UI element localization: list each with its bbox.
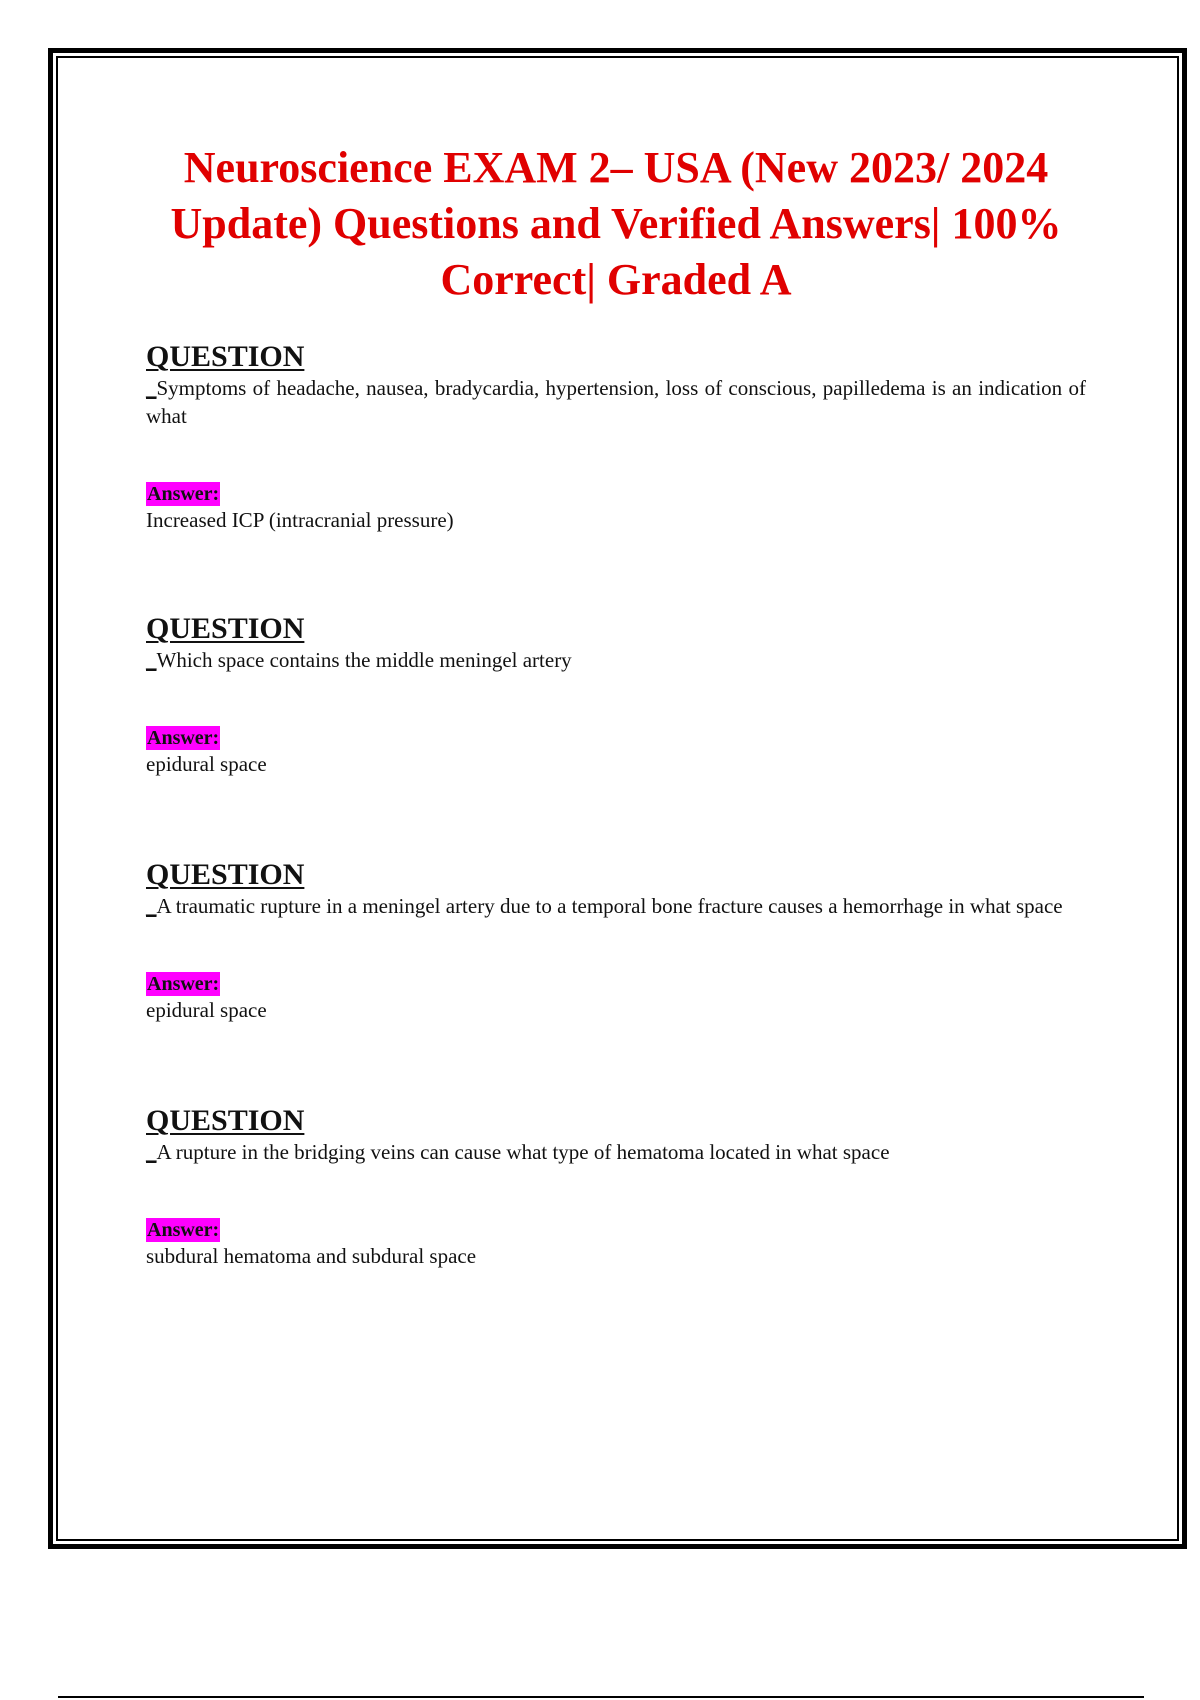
- question-heading: QUESTION: [146, 340, 305, 373]
- document-title: Neuroscience EXAM 2– USA (New 2023/ 2024 Update) Questions and Verified Answers| 100% Correct| Graded A: [170, 143, 1062, 304]
- qa-item: [146, 340, 1086, 534]
- answer-label: Answer:: [147, 973, 220, 995]
- answer-text: subdural hematoma and subdural space: [146, 1244, 477, 1268]
- answer-label: Answer:: [147, 727, 220, 749]
- question-body: Symptoms of headache, nausea, bradycardia, hypertension, loss of conscious, papilledema is an indication of what: [146, 376, 1086, 428]
- question-text: [146, 1138, 1086, 1166]
- answer-label: Answer:: [147, 483, 220, 505]
- question-heading: QUESTION: [146, 858, 305, 891]
- footer-rule: [58, 1696, 1144, 1698]
- question-body: A rupture in the bridging veins can cause what type of hematoma located in what space: [156, 1140, 890, 1164]
- question-lead-mark: _: [146, 894, 157, 918]
- question-heading: QUESTION: [146, 612, 305, 645]
- document-body: [146, 140, 1086, 1270]
- question-lead-mark: _: [146, 648, 157, 672]
- answer-text: epidural space: [146, 998, 267, 1022]
- answer-text: epidural space: [146, 752, 267, 776]
- question-heading: QUESTION: [146, 1104, 305, 1137]
- question-lead-mark: _: [146, 376, 157, 400]
- question-text: [146, 646, 1086, 674]
- question-lead-mark: _: [146, 1140, 157, 1164]
- question-body: Which space contains the middle meningel artery: [156, 648, 572, 672]
- answer-label: Answer:: [147, 1219, 220, 1241]
- qa-item: [146, 858, 1086, 1024]
- qa-item: [146, 1104, 1086, 1270]
- question-text: [146, 374, 1086, 430]
- answer-text: Increased ICP (intracranial pressure): [146, 508, 454, 532]
- qa-item: [146, 612, 1086, 778]
- question-body: A traumatic rupture in a meningel artery due to a temporal bone fracture causes a hemorrhage in what space: [156, 894, 1063, 918]
- question-text: [146, 892, 1086, 920]
